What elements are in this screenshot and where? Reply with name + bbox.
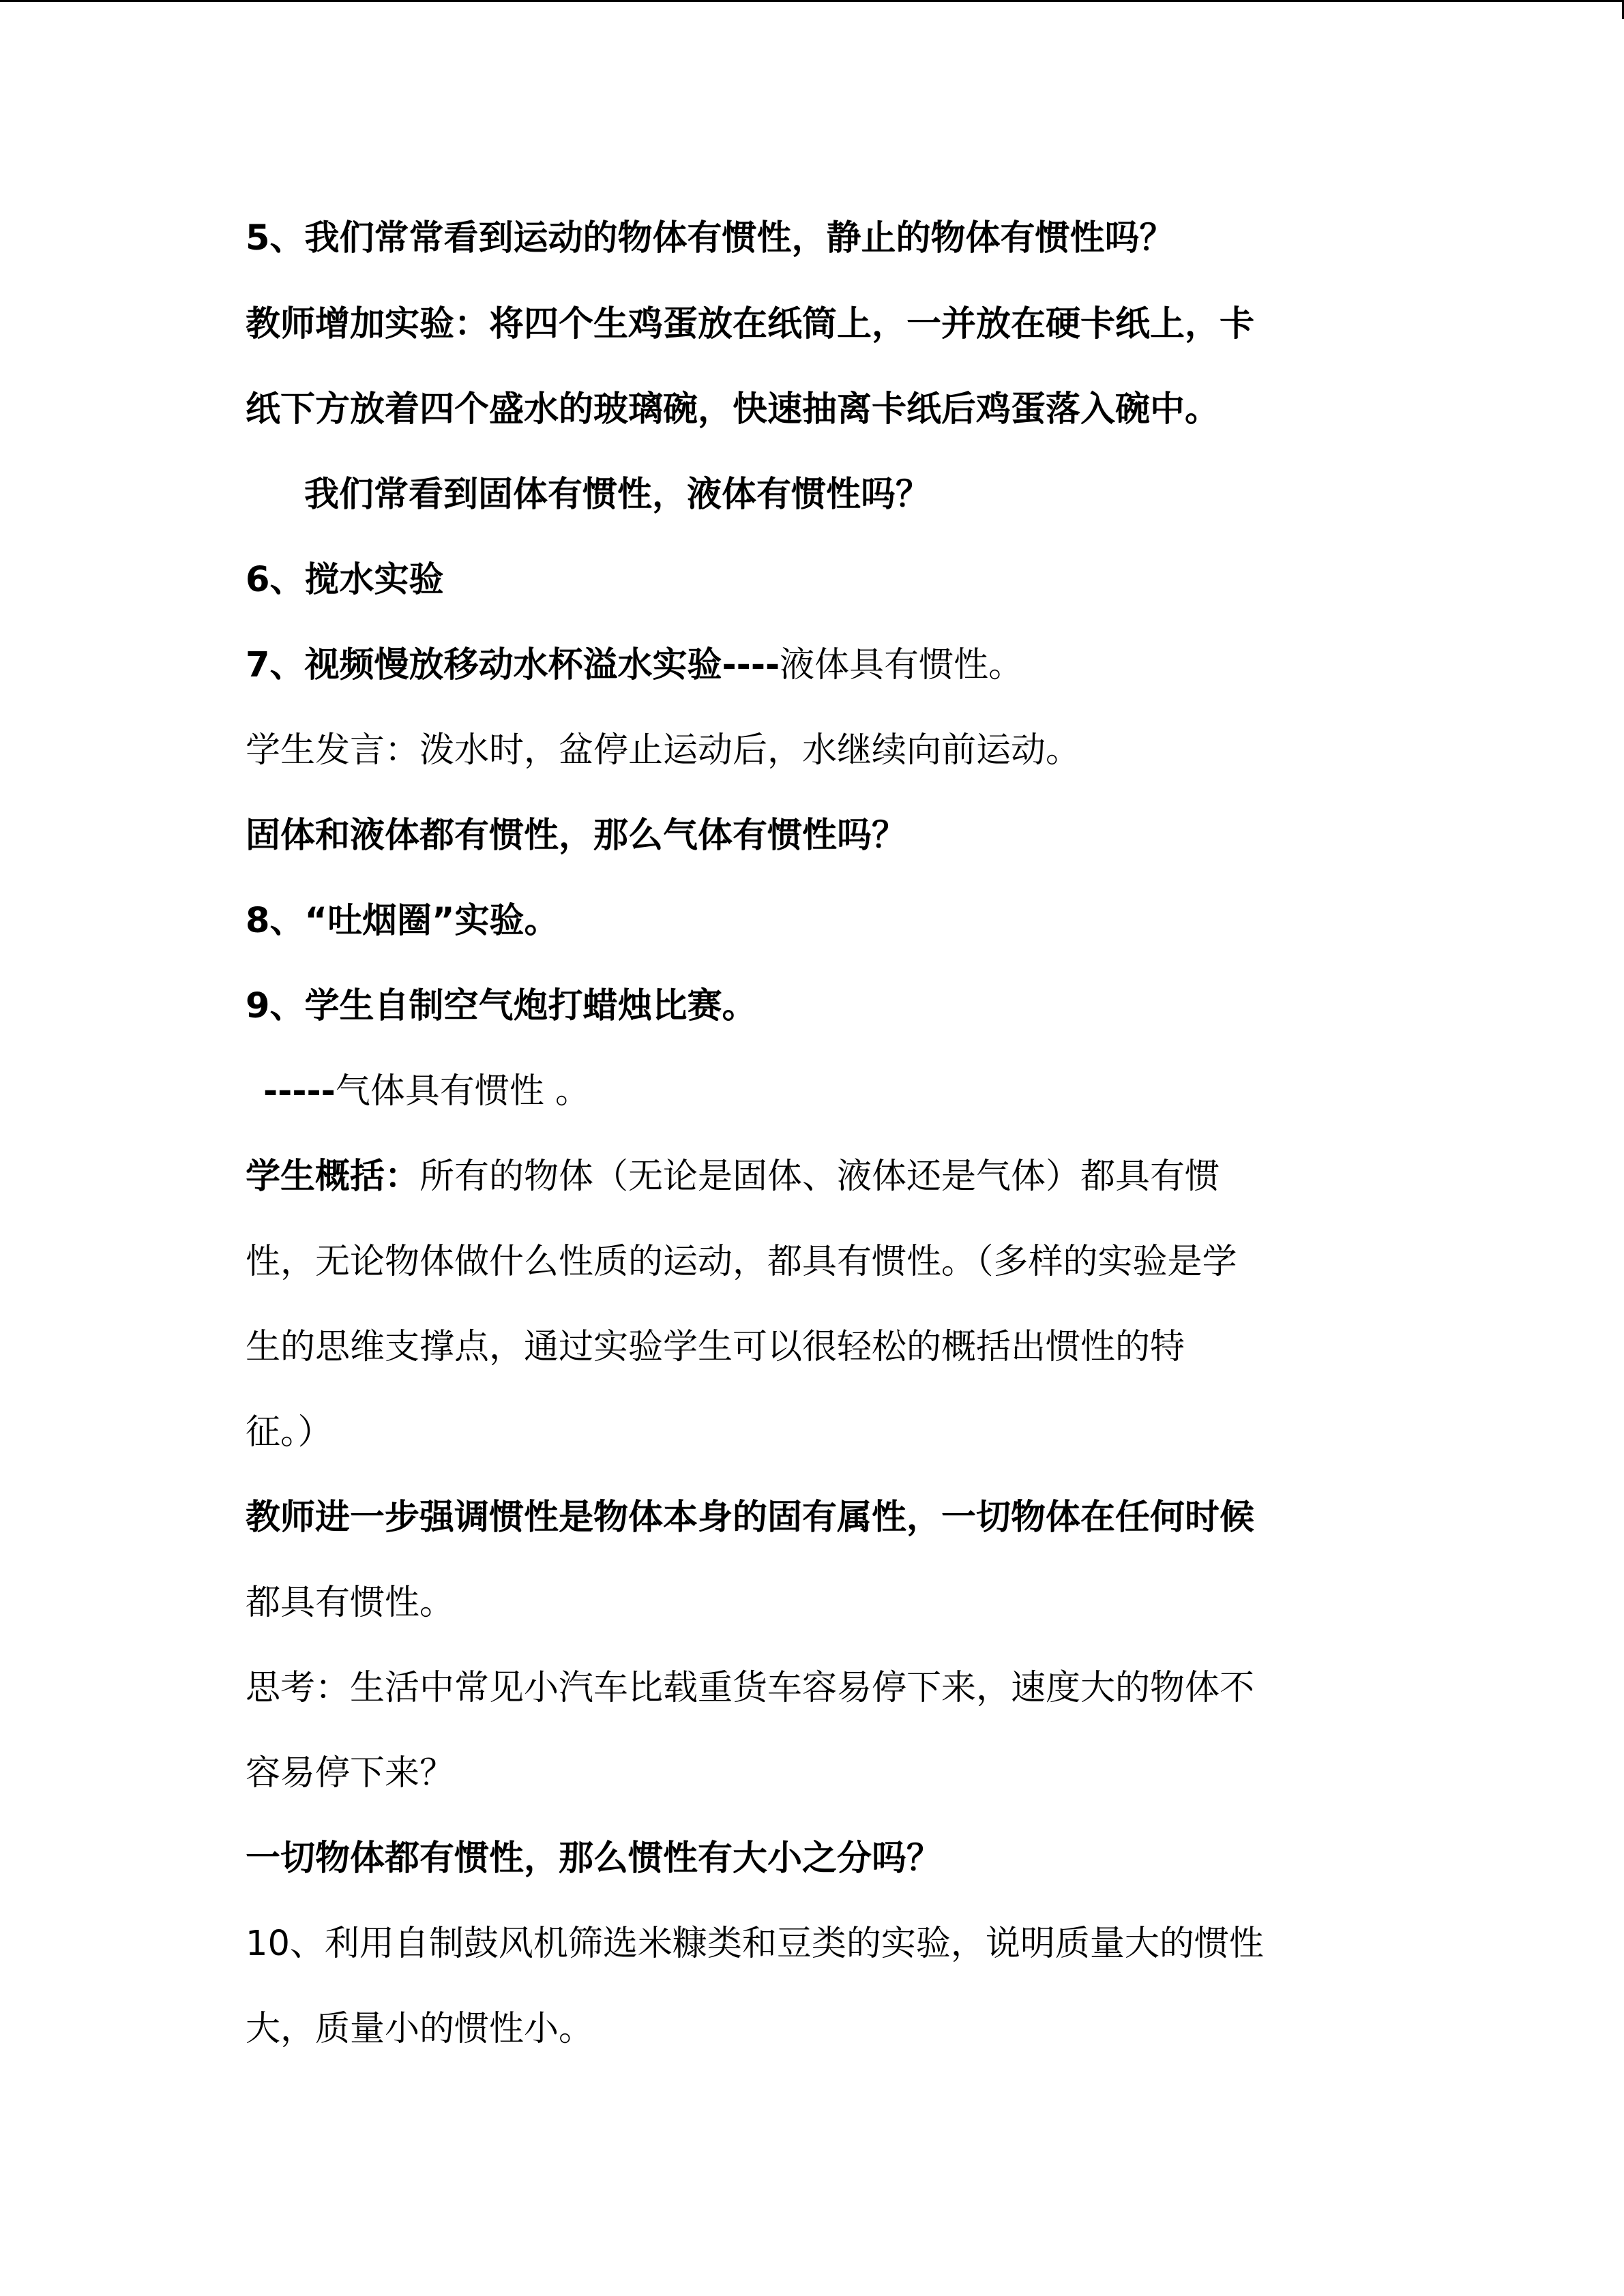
paragraph-item-6: 6、搅水实验 [246,560,444,600]
paragraph-item-7 [246,642,1023,689]
paragraph-item-10-1: 10、利用自制鼓风机筛选米糠类和豆类的实验，说明质量大的惯性 [246,1924,1264,1964]
paragraph-student-speech: 学生发言：泼水时，盆停止运动后，水继续向前运动。 [246,730,1081,771]
paragraph-student-summary-3: 生的思维支撑点，通过实验学生可以很轻松的概括出惯性的特 [246,1327,1185,1367]
paragraph-teacher-emphasis-2: 都具有惯性。 [246,1583,455,1623]
gas-conclusion-text: 气体具有惯性 。 [335,1071,591,1112]
paragraph-teacher-experiment-2: 纸下方放着四个盛水的玻璃碗，快速抽离卡纸后鸡蛋落入碗中。 [246,389,1220,430]
paragraph-teacher-emphasis-1: 教师进一步强调惯性是物体本身的固有属性，一切物体在任何时候 [246,1497,1255,1538]
paragraph-student-summary-4: 征。） [246,1412,333,1452]
gas-conclusion-dash: ----- [263,1071,336,1112]
paragraph-inertia-size-question: 一切物体都有惯性，那么惯性有大小之分吗？ [246,1838,942,1879]
paragraph-gas-conclusion [263,1068,590,1116]
page-top-border [0,0,1624,2]
paragraph-teacher-experiment-1: 教师增加实验：将四个生鸡蛋放在纸筒上，一并放在硬卡纸上，卡 [246,304,1255,344]
paragraph-student-summary-1 [246,1153,1220,1201]
student-summary-label: 学生概括： [246,1157,420,1197]
student-summary-text: 所有的物体（无论是固体、液体还是气体）都具有惯 [419,1157,1220,1197]
item-7-title: 7、视频慢放移动水杯溢水实验---- [246,645,780,685]
paragraph-liquid-question: 我们常看到固体有惯性，液体有惯性吗？ [304,475,931,515]
paragraph-item-9: 9、学生自制空气炮打蜡烛比赛。 [246,986,757,1026]
paragraph-student-summary-2: 性，无论物体做什么性质的运动，都具有惯性。（多样的实验是学 [246,1242,1237,1282]
paragraph-question-5: 5、我们常常看到运动的物体有惯性，静止的物体有惯性吗？ [246,218,1175,258]
paragraph-item-10-2: 大，质量小的惯性小。 [246,2009,594,2049]
paragraph-gas-question: 固体和液体都有惯性，那么气体有惯性吗？ [246,816,907,856]
paragraph-item-8: 8、“吐烟圈”实验。 [246,901,559,941]
paragraph-thinking-2: 容易停下来？ [246,1753,455,1793]
item-7-conclusion: 液体具有惯性。 [780,645,1024,685]
paragraph-thinking-1: 思考：生活中常见小汽车比载重货车容易停下来，速度大的物体不 [246,1668,1255,1708]
